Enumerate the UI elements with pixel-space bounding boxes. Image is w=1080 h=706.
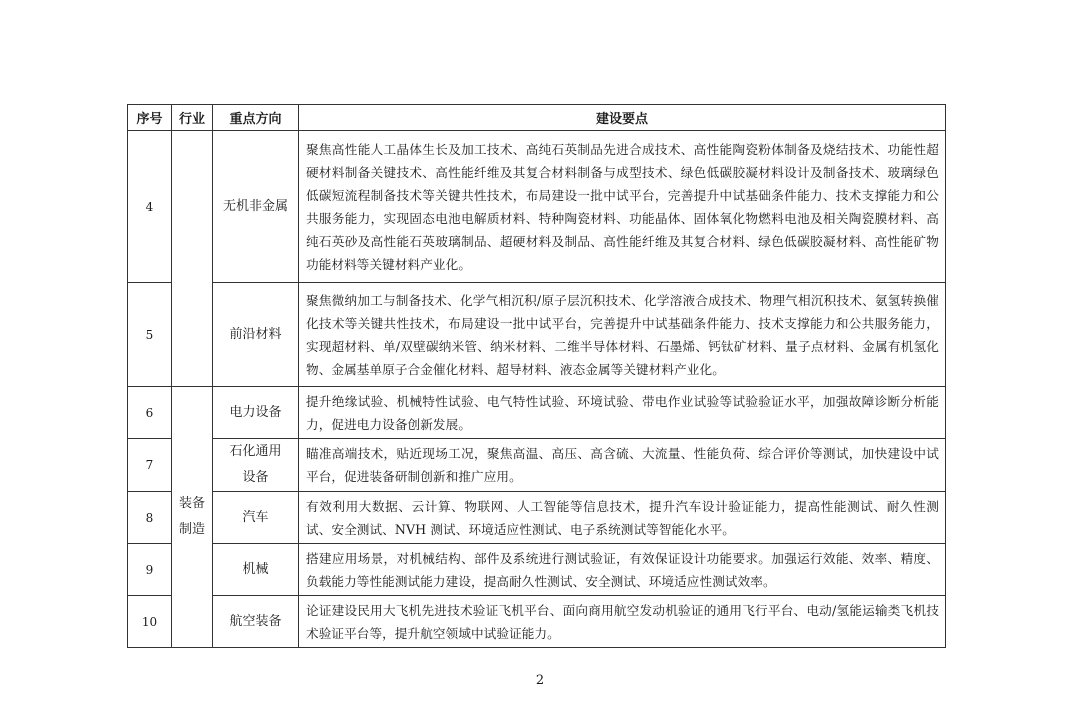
table-row: [128, 387, 946, 439]
table-row: [128, 131, 946, 283]
table-row: [128, 439, 946, 492]
header-points: 建设要点: [299, 105, 946, 131]
row-points: 有效利用大数据、云计算、物联网、人工智能等信息技术，提升汽车设计验证能力，提高性能测试、耐久性测试、安全测试、NVH 测试、环境适应性测试、电子系统测试等智能化水平。: [299, 492, 946, 544]
row-points: 提升绝缘试验、机械特性试验、电气特性试验、环境试验、带电作业试验等试验验证水平，加强故障诊断分析能力，促进电力设备创新发展。: [299, 387, 946, 439]
row-direction: 电力设备: [213, 387, 299, 439]
industry-group-cell: [172, 387, 213, 648]
row-serial: 5: [128, 283, 172, 387]
row-direction: 前沿材料: [213, 283, 299, 387]
header-industry: 行业: [172, 105, 213, 131]
row-serial: 7: [128, 439, 172, 492]
row-serial: 4: [128, 131, 172, 283]
industry-cell-blank: [172, 131, 213, 387]
table-row: [128, 544, 946, 596]
row-points: 论证建设民用大飞机先进技术验证飞机平台、面向商用航空发动机验证的通用飞行平台、电动/氢能运输类飞机技术验证平台等，提升航空领域中试验证能力。: [299, 596, 946, 648]
row-direction: 无机非金属: [213, 131, 299, 283]
header-serial: 序号: [128, 105, 172, 131]
row-direction: 机械: [213, 544, 299, 596]
table-row: [128, 492, 946, 544]
table-row: [128, 596, 946, 648]
row-direction: 汽车: [213, 492, 299, 544]
row-serial: 9: [128, 544, 172, 596]
row-direction: 石化通用设备: [229, 444, 282, 485]
row-points: 聚焦微纳加工与制备技术、化学气相沉积/原子层沉积技术、化学溶液合成技术、物理气相沉积技术、氨氢转换催化技术等关键共性技术，布局建设一批中试平台，完善提升中试基础条件能力、技术支撑能力和公共服务能力，实现超材料、单/双壁碳纳米管、纳米材料、二维半导体材料、石墨烯、钙钛矿材料、量子点材料、金属有机氢化物、金属基单原子合金催化材料、超导材料、液态金属等关键材料产业化。: [299, 283, 946, 387]
table-header-row: [128, 105, 946, 131]
table-row: [128, 283, 946, 387]
standards-table: [127, 104, 946, 648]
row-points: 瞄准高端技术，贴近现场工况，聚焦高温、高压、高含硫、大流量、性能负荷、综合评价等测试，加快建设中试平台，促进装备研制创新和推广应用。: [299, 439, 946, 492]
page-number: 2: [535, 673, 545, 688]
industry-group-label: 装备制造: [178, 496, 205, 537]
row-points: 聚焦高性能人工晶体生长及加工技术、高纯石英制品先进合成技术、高性能陶瓷粉体制备及烧结技术、功能性超硬材料制备关键技术、高性能纤维及其复合材料制备与成型技术、绿色低碳胶凝材料设计及制备技术、玻璃绿色低碳短流程制备技术等关键共性技术，布局建设一批中试平台，完善提升中试基础条件能力、技术支撑能力和公共服务能力，实现固态电池电解质材料、特种陶瓷材料、功能晶体、固体氧化物燃料电池及相关陶瓷膜材料、高纯石英砂及高性能石英玻璃制品、超硬材料及制品、高性能纤维及其复合材料、绿色低碳胶凝材料、高性能矿物功能材料等关键材料产业化。: [299, 131, 946, 283]
header-direction: 重点方向: [213, 105, 299, 131]
row-direction: 航空装备: [213, 596, 299, 648]
row-serial: 10: [128, 596, 172, 648]
row-serial: 6: [128, 387, 172, 439]
row-serial: 8: [128, 492, 172, 544]
row-direction-cell: [213, 439, 299, 492]
row-points: 搭建应用场景，对机械结构、部件及系统进行测试验证，有效保证设计功能要求。加强运行效能、效率、精度、负载能力等性能测试能力建设，提高耐久性测试、安全测试、环境适应性测试效率。: [299, 544, 946, 596]
